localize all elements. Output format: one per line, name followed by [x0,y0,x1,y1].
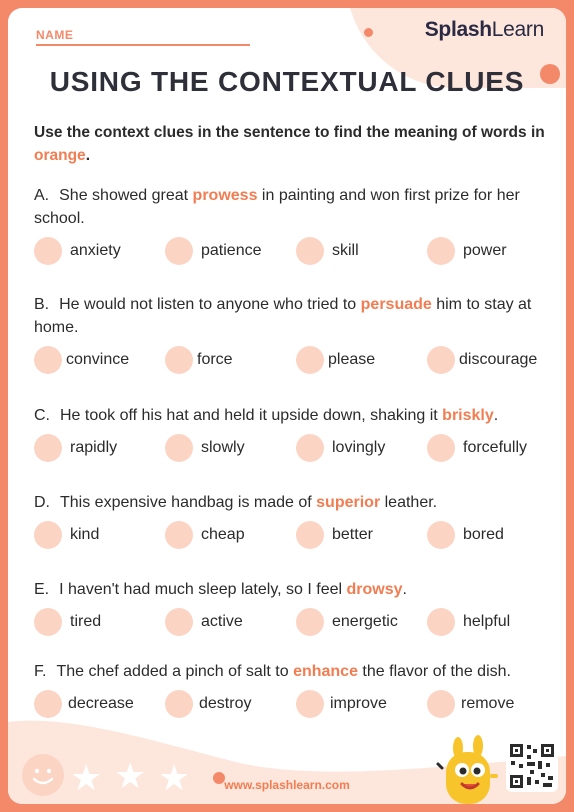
target-word: prowess [192,187,258,204]
answer-bubble[interactable] [34,434,62,462]
option-label: skill [332,242,359,259]
star-icon: ★ [158,757,191,798]
option-label: tired [70,613,102,630]
question-text [34,660,564,683]
answer-bubble[interactable] [34,346,62,374]
question-a [34,184,564,271]
question-letter: F. [34,663,47,680]
answer-bubble[interactable] [296,346,324,374]
question-e [34,578,564,642]
option-label: discourage [459,351,538,368]
answer-bubble[interactable] [427,237,455,265]
footer-url[interactable]: www.splashlearn.com [224,778,350,792]
option-label: decrease [68,695,134,712]
instructions [34,121,554,167]
sentence-start: This expensive handbag is made of [60,494,317,511]
option-label: anxiety [70,242,121,259]
answer-bubble[interactable] [427,346,455,374]
instructions-end: . [85,147,90,164]
answer-bubble[interactable] [296,608,324,636]
answer-bubble[interactable] [34,521,62,549]
qr-code[interactable] [506,740,558,792]
answer-options [34,521,564,555]
sentence-end: in painting and won first prize for her school. [34,187,520,227]
question-text [34,184,564,230]
question-text [34,404,564,427]
instructions-highlight: orange [34,147,86,164]
answer-options [34,346,564,380]
option-label: forcefully [463,439,528,456]
option-label: rapidly [70,439,118,456]
option-label: lovingly [332,439,386,456]
worksheet-title: USING THE CONTEXTUAL CLUES [49,66,525,97]
question-letter: B. [34,296,50,313]
option-label: energetic [332,613,398,630]
question-text [34,491,564,514]
target-word: enhance [293,663,358,680]
option-label: active [201,613,243,630]
sentence-start: He would not listen to anyone who tried to [59,296,361,313]
mascot-icon [434,734,506,804]
answer-bubble[interactable] [165,521,193,549]
target-word: briskly [442,407,494,424]
answer-bubble[interactable] [165,434,193,462]
sentence-start: He took off his hat and held it upside down, shaking it [60,407,443,424]
answer-options [34,237,564,271]
question-text [34,578,564,601]
logo-light-text: Learn [491,18,544,41]
sentence-end: . [493,407,499,424]
option-label: bored [463,526,504,543]
target-word: superior [316,494,381,511]
option-label: remove [461,695,515,712]
name-label: NAME [36,28,74,42]
option-label: improve [330,695,387,712]
answer-bubble[interactable] [427,608,455,636]
question-b [34,293,564,380]
option-label: kind [70,526,100,543]
sentence-end: him to stay at home. [34,296,532,336]
answer-bubble[interactable] [165,346,193,374]
star-icon: ★ [114,755,147,796]
answer-bubble[interactable] [165,237,193,265]
question-d [34,491,564,555]
sentence-start: I haven't had much sleep lately, so I feel [59,581,347,598]
answer-bubble[interactable] [34,608,62,636]
option-label: better [332,526,373,543]
option-label: patience [201,242,262,259]
question-letter: D. [34,494,50,511]
answer-bubble[interactable] [427,434,455,462]
sentence-end: the flavor of the dish. [357,663,511,680]
answer-bubble[interactable] [165,608,193,636]
decorative-dot [364,28,373,37]
sentence-end: . [402,581,407,598]
answer-options [34,434,564,468]
logo-bold-text: Splash [424,18,492,41]
instructions-text: Use the context clues in the sentence to find the meaning of words in [34,124,545,141]
splashlearn-logo [425,18,544,42]
answer-bubble[interactable] [427,521,455,549]
option-label: cheap [201,526,245,543]
option-label: destroy [199,695,252,712]
star-icon: ★ [70,757,103,798]
sentence-start: The chef added a pinch of salt to [56,663,294,680]
question-text [34,293,564,339]
option-label: helpful [463,613,511,630]
answer-bubble[interactable] [34,237,62,265]
option-label: convince [66,351,130,368]
question-letter: E. [34,581,50,598]
option-label: please [328,351,376,368]
answer-options [34,608,564,642]
answer-bubble[interactable] [296,521,324,549]
option-label: power [463,242,507,259]
option-label: slowly [201,439,245,456]
sentence-end: leather. [380,494,438,511]
question-letter: A. [34,187,50,204]
sentence-start: She showed great [59,187,193,204]
answer-bubble[interactable] [296,237,324,265]
target-word: drowsy [346,581,403,598]
question-letter: C. [34,407,50,424]
name-field-line[interactable] [36,44,250,46]
target-word: persuade [360,296,432,313]
question-c [34,404,564,468]
answer-bubble[interactable] [296,434,324,462]
worksheet [8,8,566,804]
option-label: force [197,351,233,368]
